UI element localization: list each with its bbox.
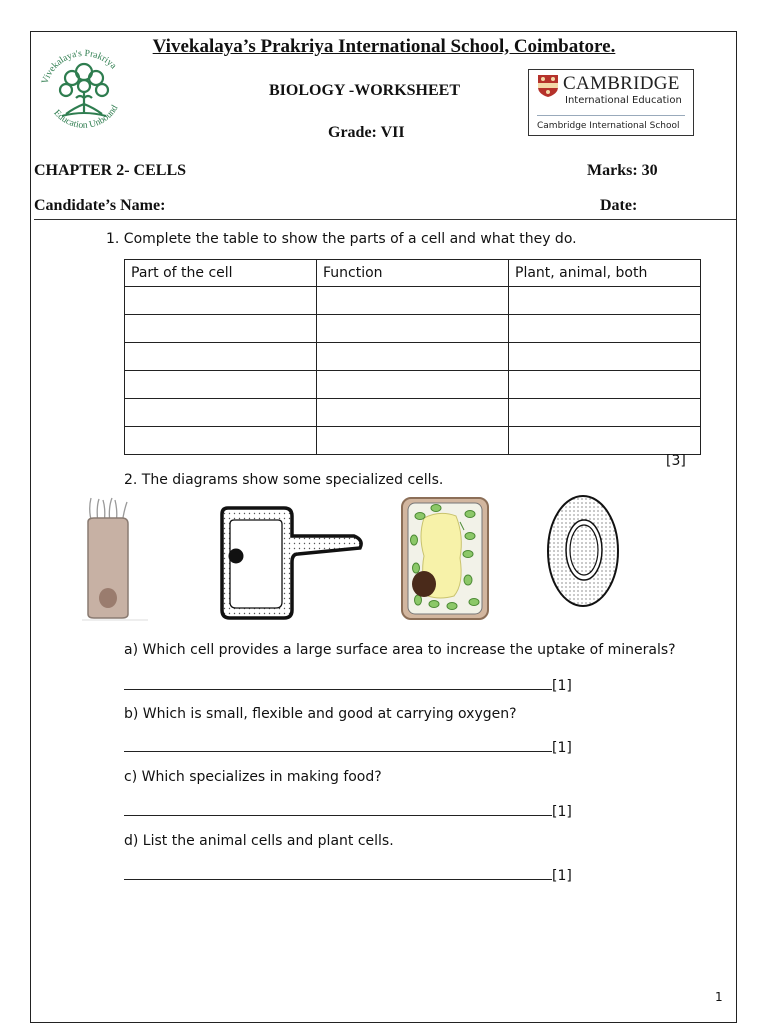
svg-text:Education Unbound <box>51 103 120 130</box>
table-cell[interactable] <box>509 427 701 455</box>
question-2a: a) Which cell provides a large surface area to increase the uptake of minerals? <box>124 642 676 658</box>
page-number: 1 <box>715 990 723 1004</box>
cambridge-footer: Cambridge International School <box>537 121 680 131</box>
answer-blank[interactable] <box>124 802 552 816</box>
worksheet-title: BIOLOGY -WORKSHEET <box>269 82 460 99</box>
answer-line-2a[interactable] <box>124 676 572 694</box>
table-cell[interactable] <box>317 287 509 315</box>
marks-2c: [1] <box>552 804 572 820</box>
answer-line-2b[interactable] <box>124 738 572 756</box>
marks-label: Marks: 30 <box>587 162 658 179</box>
table-row <box>125 343 701 371</box>
table-row <box>125 315 701 343</box>
answer-blank[interactable] <box>124 676 552 690</box>
question-2c: c) Which specializes in making food? <box>124 769 382 785</box>
date-label: Date: <box>600 197 638 214</box>
table-cell[interactable] <box>509 315 701 343</box>
table-cell[interactable] <box>317 343 509 371</box>
answer-line-2c[interactable] <box>124 802 572 820</box>
marks-2b: [1] <box>552 740 572 756</box>
table-row <box>125 427 701 455</box>
table-cell[interactable] <box>509 371 701 399</box>
table-row <box>125 371 701 399</box>
cell-parts-table <box>124 259 701 455</box>
table-cell[interactable] <box>125 343 317 371</box>
logo-text-top: Vivekalaya's Prakriya <box>40 48 118 86</box>
question-1-marks: [3] <box>666 453 686 469</box>
table-cell[interactable] <box>125 427 317 455</box>
red-blood-cell-image <box>545 494 621 608</box>
table-cell[interactable] <box>317 427 509 455</box>
table-cell[interactable] <box>317 399 509 427</box>
cambridge-shield-icon <box>537 74 559 98</box>
table-header: Function <box>317 260 509 287</box>
table-cell[interactable] <box>509 343 701 371</box>
table-cell[interactable] <box>317 371 509 399</box>
header-divider <box>34 219 736 220</box>
chapter-label: CHAPTER 2- CELLS <box>34 162 187 179</box>
table-row <box>125 287 701 315</box>
table-cell[interactable] <box>509 287 701 315</box>
table-row <box>125 399 701 427</box>
table-header: Plant, animal, both <box>509 260 701 287</box>
candidate-name-label: Candidate’s Name: <box>34 197 166 214</box>
answer-line-2d[interactable] <box>124 866 572 884</box>
elongated-cell-image <box>218 502 366 624</box>
marks-2a: [1] <box>552 678 572 694</box>
answer-blank[interactable] <box>124 738 552 752</box>
logo-text-bottom: Education Unbound <box>51 103 121 131</box>
school-title: Vivekalaya’s Prakriya International School, Coimbatore. <box>152 36 616 57</box>
table-cell[interactable] <box>317 315 509 343</box>
cambridge-name: CAMBRIDGE <box>563 73 680 94</box>
question-1: 1. Complete the table to show the parts of a cell and what they do. <box>106 231 577 247</box>
marks-2d: [1] <box>552 868 572 884</box>
cambridge-divider <box>537 115 685 116</box>
table-cell[interactable] <box>509 399 701 427</box>
table-cell[interactable] <box>125 315 317 343</box>
grade-label: Grade: VII <box>328 124 405 141</box>
table-cell[interactable] <box>125 371 317 399</box>
answer-blank[interactable] <box>124 866 552 880</box>
cambridge-subtitle: International Education <box>565 95 682 106</box>
table-cell[interactable] <box>125 399 317 427</box>
cambridge-logo <box>528 69 694 136</box>
table-header-row <box>125 260 701 287</box>
root-hair-cell-image <box>82 496 148 622</box>
question-2b: b) Which is small, flexible and good at carrying oxygen? <box>124 706 517 722</box>
question-2: 2. The diagrams show some specialized cells. <box>124 472 444 488</box>
table-cell[interactable] <box>125 287 317 315</box>
table-header: Part of the cell <box>125 260 317 287</box>
question-2d: d) List the animal cells and plant cells. <box>124 833 394 849</box>
plant-cell-image <box>400 496 490 621</box>
school-logo <box>36 44 132 140</box>
